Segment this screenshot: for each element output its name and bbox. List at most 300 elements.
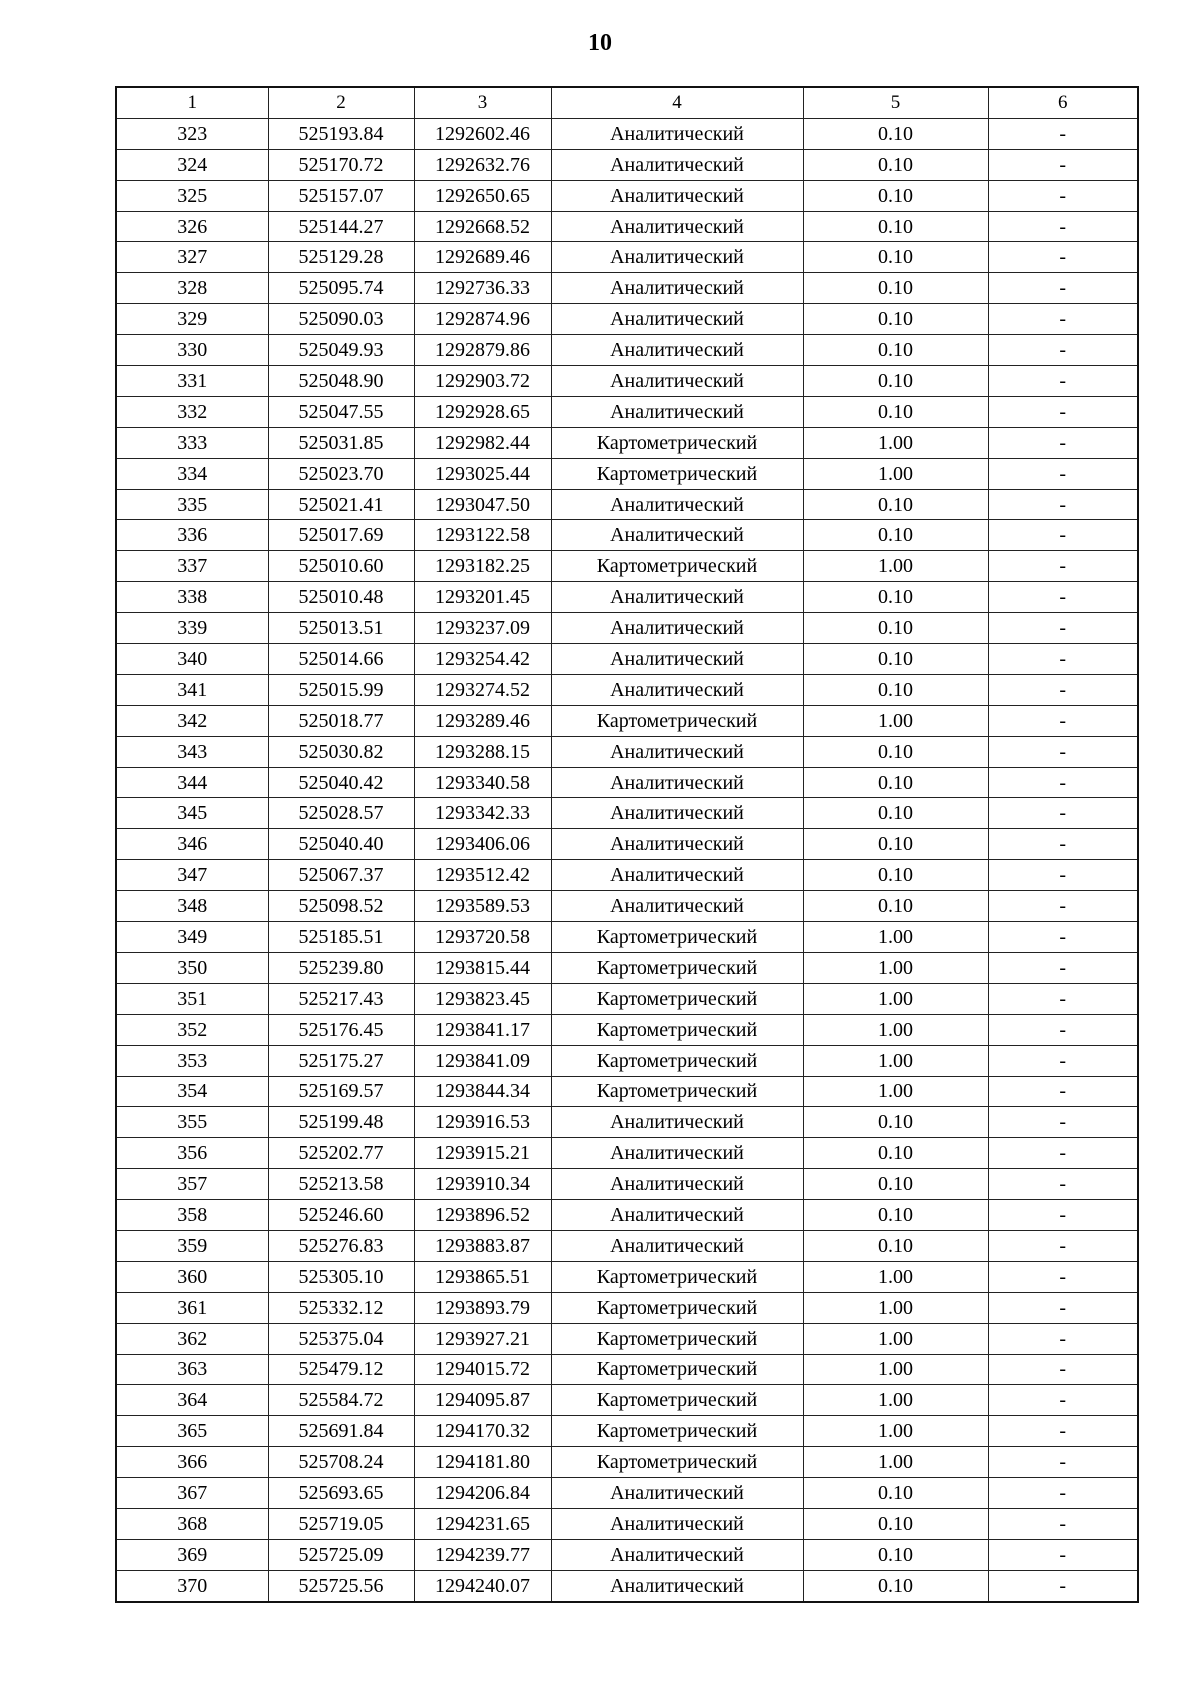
method-cell: Аналитический (551, 520, 803, 551)
note-cell: - (988, 1478, 1138, 1509)
y-coordinate-cell: 1293406.06 (414, 829, 551, 860)
accuracy-cell: 0.10 (803, 829, 988, 860)
x-coordinate-cell: 525010.48 (268, 582, 414, 613)
accuracy-cell: 0.10 (803, 149, 988, 180)
accuracy-cell: 0.10 (803, 1200, 988, 1231)
x-coordinate-cell: 525725.09 (268, 1539, 414, 1570)
x-coordinate-cell: 525213.58 (268, 1169, 414, 1200)
accuracy-cell: 0.10 (803, 582, 988, 613)
y-coordinate-cell: 1293589.53 (414, 891, 551, 922)
y-coordinate-cell: 1292602.46 (414, 118, 551, 149)
note-cell: - (988, 396, 1138, 427)
method-cell: Аналитический (551, 613, 803, 644)
point-number-cell: 357 (116, 1169, 268, 1200)
method-cell: Картометрический (551, 922, 803, 953)
method-cell: Картометрический (551, 1354, 803, 1385)
note-cell: - (988, 582, 1138, 613)
x-coordinate-cell: 525013.51 (268, 613, 414, 644)
x-coordinate-cell: 525170.72 (268, 149, 414, 180)
point-number-cell: 349 (116, 922, 268, 953)
table-row (116, 1230, 1138, 1261)
column-header: 6 (988, 87, 1138, 118)
x-coordinate-cell: 525193.84 (268, 118, 414, 149)
method-cell: Картометрический (551, 705, 803, 736)
point-number-cell: 337 (116, 551, 268, 582)
point-number-cell: 331 (116, 366, 268, 397)
table-row (116, 520, 1138, 551)
table-row (116, 211, 1138, 242)
y-coordinate-cell: 1293927.21 (414, 1323, 551, 1354)
column-header: 1 (116, 87, 268, 118)
table-row (116, 180, 1138, 211)
x-coordinate-cell: 525098.52 (268, 891, 414, 922)
column-header: 5 (803, 87, 988, 118)
accuracy-cell: 0.10 (803, 366, 988, 397)
note-cell: - (988, 180, 1138, 211)
x-coordinate-cell: 525010.60 (268, 551, 414, 582)
point-number-cell: 345 (116, 798, 268, 829)
table-row (116, 1169, 1138, 1200)
note-cell: - (988, 1261, 1138, 1292)
table-row (116, 983, 1138, 1014)
method-cell: Аналитический (551, 242, 803, 273)
method-cell: Аналитический (551, 366, 803, 397)
y-coordinate-cell: 1293844.34 (414, 1076, 551, 1107)
x-coordinate-cell: 525479.12 (268, 1354, 414, 1385)
note-cell: - (988, 489, 1138, 520)
method-cell: Аналитический (551, 582, 803, 613)
x-coordinate-cell: 525017.69 (268, 520, 414, 551)
y-coordinate-cell: 1293893.79 (414, 1292, 551, 1323)
table-row (116, 1323, 1138, 1354)
method-cell: Аналитический (551, 180, 803, 211)
accuracy-cell: 1.00 (803, 551, 988, 582)
x-coordinate-cell: 525199.48 (268, 1107, 414, 1138)
point-number-cell: 332 (116, 396, 268, 427)
accuracy-cell: 1.00 (803, 1014, 988, 1045)
accuracy-cell: 0.10 (803, 335, 988, 366)
y-coordinate-cell: 1293122.58 (414, 520, 551, 551)
point-number-cell: 351 (116, 983, 268, 1014)
point-number-cell: 344 (116, 767, 268, 798)
point-number-cell: 367 (116, 1478, 268, 1509)
accuracy-cell: 0.10 (803, 674, 988, 705)
method-cell: Аналитический (551, 1107, 803, 1138)
accuracy-cell: 0.10 (803, 520, 988, 551)
y-coordinate-cell: 1292668.52 (414, 211, 551, 242)
point-number-cell: 341 (116, 674, 268, 705)
method-cell: Картометрический (551, 952, 803, 983)
method-cell: Картометрический (551, 1076, 803, 1107)
point-number-cell: 334 (116, 458, 268, 489)
page-number: 10 (588, 30, 612, 56)
y-coordinate-cell: 1294170.32 (414, 1416, 551, 1447)
table-row (116, 118, 1138, 149)
table-body (116, 118, 1138, 1601)
note-cell: - (988, 1107, 1138, 1138)
point-number-cell: 366 (116, 1447, 268, 1478)
table-row (116, 304, 1138, 335)
method-cell: Картометрический (551, 1447, 803, 1478)
point-number-cell: 326 (116, 211, 268, 242)
point-number-cell: 354 (116, 1076, 268, 1107)
table-row (116, 674, 1138, 705)
accuracy-cell: 0.10 (803, 1539, 988, 1570)
table-row (116, 1138, 1138, 1169)
x-coordinate-cell: 525169.57 (268, 1076, 414, 1107)
y-coordinate-cell: 1293915.21 (414, 1138, 551, 1169)
point-number-cell: 323 (116, 118, 268, 149)
method-cell: Аналитический (551, 1230, 803, 1261)
point-number-cell: 360 (116, 1261, 268, 1292)
point-number-cell: 329 (116, 304, 268, 335)
accuracy-cell: 0.10 (803, 180, 988, 211)
point-number-cell: 352 (116, 1014, 268, 1045)
x-coordinate-cell: 525014.66 (268, 644, 414, 675)
method-cell: Картометрический (551, 1014, 803, 1045)
accuracy-cell: 0.10 (803, 891, 988, 922)
method-cell: Картометрический (551, 1261, 803, 1292)
method-cell: Картометрический (551, 1323, 803, 1354)
table-row (116, 582, 1138, 613)
y-coordinate-cell: 1293201.45 (414, 582, 551, 613)
y-coordinate-cell: 1293254.42 (414, 644, 551, 675)
table-row (116, 1292, 1138, 1323)
x-coordinate-cell: 525047.55 (268, 396, 414, 427)
point-number-cell: 356 (116, 1138, 268, 1169)
x-coordinate-cell: 525691.84 (268, 1416, 414, 1447)
x-coordinate-cell: 525018.77 (268, 705, 414, 736)
x-coordinate-cell: 525719.05 (268, 1508, 414, 1539)
accuracy-cell: 1.00 (803, 983, 988, 1014)
table-row (116, 891, 1138, 922)
method-cell: Аналитический (551, 767, 803, 798)
point-number-cell: 346 (116, 829, 268, 860)
table-row (116, 1570, 1138, 1601)
note-cell: - (988, 798, 1138, 829)
y-coordinate-cell: 1293841.09 (414, 1045, 551, 1076)
note-cell: - (988, 613, 1138, 644)
method-cell: Картометрический (551, 1385, 803, 1416)
y-coordinate-cell: 1292903.72 (414, 366, 551, 397)
x-coordinate-cell: 525015.99 (268, 674, 414, 705)
note-cell: - (988, 1076, 1138, 1107)
x-coordinate-cell: 525049.93 (268, 335, 414, 366)
note-cell: - (988, 1045, 1138, 1076)
y-coordinate-cell: 1293916.53 (414, 1107, 551, 1138)
note-cell: - (988, 1354, 1138, 1385)
table-row (116, 767, 1138, 798)
note-cell: - (988, 736, 1138, 767)
method-cell: Картометрический (551, 427, 803, 458)
x-coordinate-cell: 525028.57 (268, 798, 414, 829)
point-number-cell: 325 (116, 180, 268, 211)
point-number-cell: 342 (116, 705, 268, 736)
y-coordinate-cell: 1293340.58 (414, 767, 551, 798)
accuracy-cell: 1.00 (803, 922, 988, 953)
y-coordinate-cell: 1292874.96 (414, 304, 551, 335)
note-cell: - (988, 458, 1138, 489)
table-row (116, 613, 1138, 644)
y-coordinate-cell: 1293288.15 (414, 736, 551, 767)
accuracy-cell: 1.00 (803, 1045, 988, 1076)
table-row (116, 1261, 1138, 1292)
note-cell: - (988, 1169, 1138, 1200)
note-cell: - (988, 1539, 1138, 1570)
x-coordinate-cell: 525202.77 (268, 1138, 414, 1169)
point-number-cell: 338 (116, 582, 268, 613)
note-cell: - (988, 860, 1138, 891)
y-coordinate-cell: 1294015.72 (414, 1354, 551, 1385)
y-coordinate-cell: 1294095.87 (414, 1385, 551, 1416)
accuracy-cell: 0.10 (803, 1107, 988, 1138)
note-cell: - (988, 149, 1138, 180)
accuracy-cell: 0.10 (803, 767, 988, 798)
x-coordinate-cell: 525157.07 (268, 180, 414, 211)
accuracy-cell: 1.00 (803, 1416, 988, 1447)
table-row (116, 860, 1138, 891)
x-coordinate-cell: 525305.10 (268, 1261, 414, 1292)
method-cell: Аналитический (551, 891, 803, 922)
point-number-cell: 340 (116, 644, 268, 675)
table-row (116, 922, 1138, 953)
y-coordinate-cell: 1292650.65 (414, 180, 551, 211)
point-number-cell: 364 (116, 1385, 268, 1416)
x-coordinate-cell: 525375.04 (268, 1323, 414, 1354)
point-number-cell: 368 (116, 1508, 268, 1539)
point-number-cell: 324 (116, 149, 268, 180)
table-row (116, 1539, 1138, 1570)
y-coordinate-cell: 1294206.84 (414, 1478, 551, 1509)
x-coordinate-cell: 525693.65 (268, 1478, 414, 1509)
note-cell: - (988, 551, 1138, 582)
x-coordinate-cell: 525023.70 (268, 458, 414, 489)
table-row (116, 1076, 1138, 1107)
point-number-cell: 347 (116, 860, 268, 891)
note-cell: - (988, 983, 1138, 1014)
accuracy-cell: 0.10 (803, 1478, 988, 1509)
y-coordinate-cell: 1293274.52 (414, 674, 551, 705)
coordinates-table (115, 86, 1139, 1603)
note-cell: - (988, 118, 1138, 149)
note-cell: - (988, 427, 1138, 458)
accuracy-cell: 0.10 (803, 242, 988, 273)
table-row (116, 1014, 1138, 1045)
x-coordinate-cell: 525067.37 (268, 860, 414, 891)
point-number-cell: 343 (116, 736, 268, 767)
table-row (116, 829, 1138, 860)
note-cell: - (988, 922, 1138, 953)
x-coordinate-cell: 525175.27 (268, 1045, 414, 1076)
method-cell: Аналитический (551, 118, 803, 149)
x-coordinate-cell: 525276.83 (268, 1230, 414, 1261)
point-number-cell: 353 (116, 1045, 268, 1076)
y-coordinate-cell: 1294181.80 (414, 1447, 551, 1478)
y-coordinate-cell: 1293512.42 (414, 860, 551, 891)
method-cell: Аналитический (551, 860, 803, 891)
method-cell: Аналитический (551, 273, 803, 304)
note-cell: - (988, 304, 1138, 335)
method-cell: Картометрический (551, 1045, 803, 1076)
accuracy-cell: 0.10 (803, 1508, 988, 1539)
table-row (116, 1107, 1138, 1138)
note-cell: - (988, 335, 1138, 366)
method-cell: Аналитический (551, 304, 803, 335)
accuracy-cell: 1.00 (803, 458, 988, 489)
y-coordinate-cell: 1292689.46 (414, 242, 551, 273)
note-cell: - (988, 520, 1138, 551)
column-header: 4 (551, 87, 803, 118)
point-number-cell: 365 (116, 1416, 268, 1447)
method-cell: Аналитический (551, 1478, 803, 1509)
y-coordinate-cell: 1293025.44 (414, 458, 551, 489)
y-coordinate-cell: 1293823.45 (414, 983, 551, 1014)
x-coordinate-cell: 525090.03 (268, 304, 414, 335)
table-row (116, 798, 1138, 829)
table-row (116, 1416, 1138, 1447)
table-row (116, 1200, 1138, 1231)
y-coordinate-cell: 1293182.25 (414, 551, 551, 582)
table-row (116, 1478, 1138, 1509)
point-number-cell: 328 (116, 273, 268, 304)
x-coordinate-cell: 525176.45 (268, 1014, 414, 1045)
note-cell: - (988, 273, 1138, 304)
note-cell: - (988, 1014, 1138, 1045)
method-cell: Картометрический (551, 1416, 803, 1447)
accuracy-cell: 0.10 (803, 613, 988, 644)
point-number-cell: 350 (116, 952, 268, 983)
note-cell: - (988, 829, 1138, 860)
point-number-cell: 358 (116, 1200, 268, 1231)
y-coordinate-cell: 1292632.76 (414, 149, 551, 180)
note-cell: - (988, 952, 1138, 983)
note-cell: - (988, 1447, 1138, 1478)
x-coordinate-cell: 525217.43 (268, 983, 414, 1014)
accuracy-cell: 1.00 (803, 952, 988, 983)
accuracy-cell: 1.00 (803, 1076, 988, 1107)
y-coordinate-cell: 1293342.33 (414, 798, 551, 829)
method-cell: Аналитический (551, 1200, 803, 1231)
accuracy-cell: 0.10 (803, 1138, 988, 1169)
table-row (116, 952, 1138, 983)
method-cell: Аналитический (551, 1539, 803, 1570)
point-number-cell: 370 (116, 1570, 268, 1601)
accuracy-cell: 1.00 (803, 1261, 988, 1292)
accuracy-cell: 0.10 (803, 1570, 988, 1601)
x-coordinate-cell: 525185.51 (268, 922, 414, 953)
accuracy-cell: 1.00 (803, 1323, 988, 1354)
x-coordinate-cell: 525048.90 (268, 366, 414, 397)
note-cell: - (988, 1292, 1138, 1323)
accuracy-cell: 0.10 (803, 1230, 988, 1261)
x-coordinate-cell: 525725.56 (268, 1570, 414, 1601)
y-coordinate-cell: 1292982.44 (414, 427, 551, 458)
x-coordinate-cell: 525031.85 (268, 427, 414, 458)
note-cell: - (988, 1138, 1138, 1169)
note-cell: - (988, 1385, 1138, 1416)
method-cell: Аналитический (551, 211, 803, 242)
y-coordinate-cell: 1293896.52 (414, 1200, 551, 1231)
accuracy-cell: 0.10 (803, 644, 988, 675)
table-row (116, 427, 1138, 458)
point-number-cell: 359 (116, 1230, 268, 1261)
y-coordinate-cell: 1293910.34 (414, 1169, 551, 1200)
accuracy-cell: 0.10 (803, 304, 988, 335)
note-cell: - (988, 1323, 1138, 1354)
note-cell: - (988, 1230, 1138, 1261)
note-cell: - (988, 767, 1138, 798)
y-coordinate-cell: 1294231.65 (414, 1508, 551, 1539)
method-cell: Картометрический (551, 983, 803, 1014)
point-number-cell: 362 (116, 1323, 268, 1354)
accuracy-cell: 1.00 (803, 1385, 988, 1416)
accuracy-cell: 0.10 (803, 273, 988, 304)
accuracy-cell: 0.10 (803, 396, 988, 427)
table-row (116, 242, 1138, 273)
table-row (116, 335, 1138, 366)
accuracy-cell: 0.10 (803, 118, 988, 149)
note-cell: - (988, 1570, 1138, 1601)
table-row (116, 366, 1138, 397)
method-cell: Картометрический (551, 1292, 803, 1323)
point-number-cell: 336 (116, 520, 268, 551)
table-row (116, 1447, 1138, 1478)
table-row (116, 1508, 1138, 1539)
note-cell: - (988, 211, 1138, 242)
y-coordinate-cell: 1292928.65 (414, 396, 551, 427)
table-row (116, 489, 1138, 520)
note-cell: - (988, 705, 1138, 736)
table-row (116, 1045, 1138, 1076)
x-coordinate-cell: 525095.74 (268, 273, 414, 304)
method-cell: Аналитический (551, 829, 803, 860)
x-coordinate-cell: 525246.60 (268, 1200, 414, 1231)
x-coordinate-cell: 525021.41 (268, 489, 414, 520)
table-row (116, 458, 1138, 489)
column-header: 3 (414, 87, 551, 118)
table-row (116, 644, 1138, 675)
accuracy-cell: 0.10 (803, 1169, 988, 1200)
y-coordinate-cell: 1293883.87 (414, 1230, 551, 1261)
y-coordinate-cell: 1292736.33 (414, 273, 551, 304)
x-coordinate-cell: 525584.72 (268, 1385, 414, 1416)
y-coordinate-cell: 1293237.09 (414, 613, 551, 644)
x-coordinate-cell: 525129.28 (268, 242, 414, 273)
point-number-cell: 330 (116, 335, 268, 366)
note-cell: - (988, 1508, 1138, 1539)
method-cell: Аналитический (551, 489, 803, 520)
x-coordinate-cell: 525040.42 (268, 767, 414, 798)
table-row (116, 1385, 1138, 1416)
x-coordinate-cell: 525332.12 (268, 1292, 414, 1323)
point-number-cell: 348 (116, 891, 268, 922)
point-number-cell: 369 (116, 1539, 268, 1570)
method-cell: Аналитический (551, 396, 803, 427)
method-cell: Аналитический (551, 1508, 803, 1539)
method-cell: Картометрический (551, 458, 803, 489)
accuracy-cell: 0.10 (803, 860, 988, 891)
table-row (116, 396, 1138, 427)
point-number-cell: 355 (116, 1107, 268, 1138)
point-number-cell: 335 (116, 489, 268, 520)
note-cell: - (988, 644, 1138, 675)
x-coordinate-cell: 525708.24 (268, 1447, 414, 1478)
accuracy-cell: 0.10 (803, 736, 988, 767)
y-coordinate-cell: 1293289.46 (414, 705, 551, 736)
note-cell: - (988, 674, 1138, 705)
x-coordinate-cell: 525030.82 (268, 736, 414, 767)
column-header: 2 (268, 87, 414, 118)
